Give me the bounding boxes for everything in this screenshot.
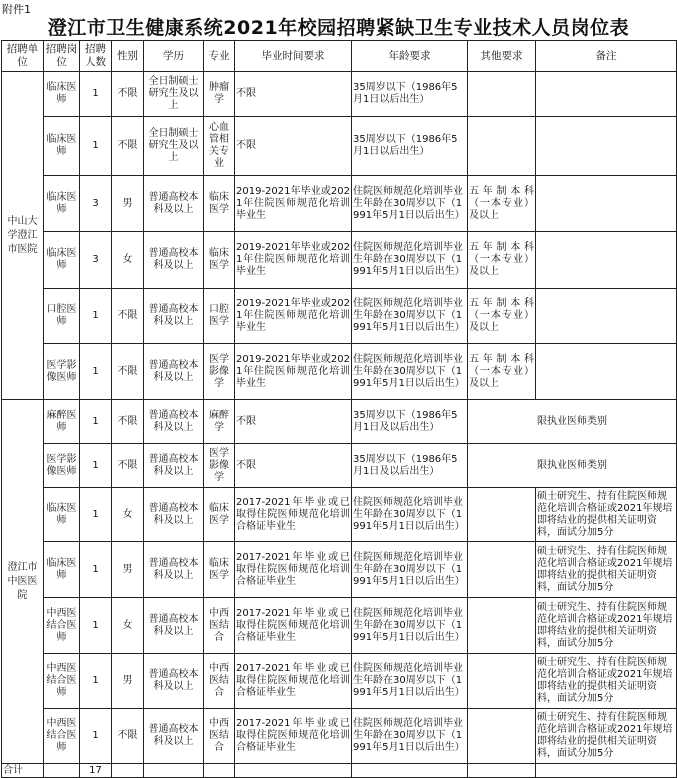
count-cell: 1 xyxy=(80,488,112,542)
unit-cell: 中山大学澄江市医院 xyxy=(2,72,44,400)
header-cell: 招聘人数 xyxy=(80,41,112,72)
note-cell: 硕士研究生、持有住院医师规范化培训合格证或2021年规培即将结业的提供相关证明资料，面试分加5分 xyxy=(536,542,677,598)
table-row xyxy=(2,598,677,654)
note-cell: 硕士研究生、持有住院医师规范化培训合格证或2021年规培即将结业的提供相关证明资料，面试分加5分 xyxy=(536,709,677,764)
post-cell: 临床医师 xyxy=(44,176,80,232)
header-row xyxy=(2,41,677,72)
age-cell: 住院医师规范化培训毕业生年龄在30周岁以下（1991年5月1日以后出生） xyxy=(352,654,468,709)
count-cell: 1 xyxy=(80,709,112,764)
unit-cell: 澄江市中医医院 xyxy=(2,400,44,764)
empty-cell xyxy=(536,764,677,778)
other-cell xyxy=(468,72,536,117)
major-cell: 心血管相关专业 xyxy=(204,117,235,176)
table-row xyxy=(2,289,677,344)
empty-cell xyxy=(112,764,144,778)
age-cell: 住院医师规范化培训毕业生年龄在30周岁以下（1991年5月1日以后出生） xyxy=(352,176,468,232)
table-row xyxy=(2,72,677,117)
note-cell xyxy=(536,289,677,344)
table-row xyxy=(2,176,677,232)
note-cell: 硕士研究生、持有住院医师规范化培训合格证或2021年规培即将结业的提供相关证明资料，面试分加5分 xyxy=(536,598,677,654)
edu-cell: 全日制硕士研究生及以上 xyxy=(144,72,204,117)
post-cell: 临床医师 xyxy=(44,117,80,176)
gender-cell: 男 xyxy=(112,176,144,232)
other-cell xyxy=(468,542,536,598)
other-cell xyxy=(468,488,536,542)
major-cell: 口腔医学 xyxy=(204,289,235,344)
grad-cell: 不限 xyxy=(235,400,352,444)
note-cell xyxy=(536,117,677,176)
gender-cell: 不限 xyxy=(112,344,144,400)
header-cell: 招聘单位 xyxy=(2,41,44,72)
header-cell: 招聘岗位 xyxy=(44,41,80,72)
age-cell: 住院医师规范化培训毕业生年龄在30周岁以下（1991年5月1日以后出生） xyxy=(352,232,468,289)
major-cell: 中西医结合 xyxy=(204,598,235,654)
gender-cell: 不限 xyxy=(112,709,144,764)
header-cell: 其他要求 xyxy=(468,41,536,72)
header-cell: 性别 xyxy=(112,41,144,72)
empty-cell xyxy=(44,764,80,778)
edu-cell: 普通高校本科及以上 xyxy=(144,542,204,598)
major-cell: 医学影像学 xyxy=(204,344,235,400)
header-cell: 学历 xyxy=(144,41,204,72)
count-cell: 1 xyxy=(80,444,112,488)
grad-cell: 不限 xyxy=(235,117,352,176)
empty-cell xyxy=(204,764,235,778)
edu-cell: 普通高校本科及以上 xyxy=(144,598,204,654)
edu-cell: 普通高校本科及以上 xyxy=(144,444,204,488)
empty-cell xyxy=(235,764,352,778)
gender-cell: 女 xyxy=(112,232,144,289)
gender-cell: 不限 xyxy=(112,289,144,344)
note-cell: 限执业医师类别 xyxy=(468,444,677,488)
note-cell xyxy=(536,72,677,117)
edu-cell: 普通高校本科及以上 xyxy=(144,344,204,400)
age-cell: 住院医师规范化培训毕业生年龄在30周岁以下（1991年5月1日以后出生） xyxy=(352,542,468,598)
other-cell xyxy=(468,117,536,176)
other-cell: 五年制本科（一本专业）及以上 xyxy=(468,344,536,400)
grad-cell: 2017-2021年毕业或已取得住院医师规范化培训合格证毕业生 xyxy=(235,542,352,598)
edu-cell: 普通高校本科及以上 xyxy=(144,232,204,289)
age-cell: 住院医师规范化培训毕业生年龄在30周岁以下（1991年5月1日以后出生） xyxy=(352,598,468,654)
edu-cell: 普通高校本科及以上 xyxy=(144,176,204,232)
grad-cell: 2019-2021年毕业或2021年住院医师规范化培训毕业生 xyxy=(235,232,352,289)
grad-cell: 2019-2021年毕业或2021年住院医师规范化培训毕业生 xyxy=(235,176,352,232)
grad-cell: 2019-2021年毕业或2021年住院医师规范化培训毕业生 xyxy=(235,289,352,344)
count-cell: 1 xyxy=(80,289,112,344)
other-cell xyxy=(468,654,536,709)
age-cell: 住院医师规范化培训毕业生年龄在30周岁以下（1991年5月1日以后出生） xyxy=(352,289,468,344)
other-cell xyxy=(468,709,536,764)
note-cell xyxy=(536,344,677,400)
empty-cell xyxy=(352,764,468,778)
grad-cell: 2017-2021年毕业或已取得住院医师规范化培训合格证毕业生 xyxy=(235,654,352,709)
other-cell: 五年制本科（一本专业）及以上 xyxy=(468,176,536,232)
header-cell: 年龄要求 xyxy=(352,41,468,72)
count-cell: 1 xyxy=(80,344,112,400)
gender-cell: 女 xyxy=(112,488,144,542)
total-value: 17 xyxy=(80,764,112,778)
note-cell xyxy=(536,232,677,289)
major-cell: 医学影像学 xyxy=(204,444,235,488)
empty-cell xyxy=(468,764,536,778)
table-row xyxy=(2,232,677,289)
grad-cell: 不限 xyxy=(235,444,352,488)
major-cell: 临床医学 xyxy=(204,542,235,598)
count-cell: 1 xyxy=(80,72,112,117)
page-title: 澄江市卫生健康系统2021年校园招聘紧缺卫生专业技术人员岗位表 xyxy=(47,17,630,39)
age-cell: 住院医师规范化培训毕业生年龄在30周岁以下（1991年5月1日以后出生） xyxy=(352,488,468,542)
count-cell: 1 xyxy=(80,598,112,654)
attachment-label: 附件1 xyxy=(2,3,31,16)
post-cell: 口腔医师 xyxy=(44,289,80,344)
major-cell: 中西医结合 xyxy=(204,654,235,709)
empty-cell xyxy=(144,764,204,778)
note-cell xyxy=(536,176,677,232)
post-cell: 医学影像医师 xyxy=(44,444,80,488)
edu-cell: 普通高校本科及以上 xyxy=(144,654,204,709)
age-cell: 住院医师规范化培训毕业生年龄在30周岁以下（1991年5月1日以后出生） xyxy=(352,709,468,764)
age-cell: 35周岁以下（1986年5月1日及以后出生） xyxy=(352,444,468,488)
table-row xyxy=(2,654,677,709)
post-cell: 临床医师 xyxy=(44,488,80,542)
age-cell: 35周岁以下（1986年5月1日以后出生） xyxy=(352,72,468,117)
gender-cell: 不限 xyxy=(112,117,144,176)
table-row xyxy=(2,709,677,764)
table-row xyxy=(2,117,677,176)
count-cell: 1 xyxy=(80,400,112,444)
gender-cell: 男 xyxy=(112,654,144,709)
post-cell: 临床医师 xyxy=(44,72,80,117)
post-cell: 临床医师 xyxy=(44,542,80,598)
header-cell: 专业 xyxy=(204,41,235,72)
grad-cell: 不限 xyxy=(235,72,352,117)
header-cell: 备注 xyxy=(536,41,677,72)
count-cell: 1 xyxy=(80,654,112,709)
age-cell: 住院医师规范化培训毕业生年龄在30周岁以下（1991年5月1日以后出生） xyxy=(352,344,468,400)
note-cell: 硕士研究生、持有住院医师规范化培训合格证或2021年规培即将结业的提供相关证明资料，面试分加5分 xyxy=(536,488,677,542)
post-cell: 中西医结合医师 xyxy=(44,598,80,654)
major-cell: 中西医结合 xyxy=(204,709,235,764)
count-cell: 3 xyxy=(80,232,112,289)
edu-cell: 全日制硕士研究生及以上 xyxy=(144,117,204,176)
major-cell: 临床医学 xyxy=(204,488,235,542)
grad-cell: 2017-2021年毕业或已取得住院医师规范化培训合格证毕业生 xyxy=(235,598,352,654)
position-table xyxy=(1,40,677,778)
major-cell: 临床医学 xyxy=(204,176,235,232)
post-cell: 中西医结合医师 xyxy=(44,709,80,764)
count-cell: 1 xyxy=(80,542,112,598)
post-cell: 麻醉医师 xyxy=(44,400,80,444)
total-row xyxy=(2,764,677,778)
table-row xyxy=(2,444,677,488)
table-row xyxy=(2,488,677,542)
grad-cell: 2019-2021年毕业或2021年住院医师规范化培训毕业生 xyxy=(235,344,352,400)
post-cell: 中西医结合医师 xyxy=(44,654,80,709)
major-cell: 临床医学 xyxy=(204,232,235,289)
gender-cell: 不限 xyxy=(112,444,144,488)
age-cell: 35周岁以下（1986年5月1日及以后出生） xyxy=(352,400,468,444)
count-cell: 1 xyxy=(80,117,112,176)
post-cell: 医学影像医师 xyxy=(44,344,80,400)
gender-cell: 不限 xyxy=(112,72,144,117)
grad-cell: 2017-2021年毕业或已取得住院医师规范化培训合格证毕业生 xyxy=(235,488,352,542)
gender-cell: 女 xyxy=(112,598,144,654)
table-row xyxy=(2,542,677,598)
post-cell: 临床医师 xyxy=(44,232,80,289)
other-cell: 五年制本科（一本专业）及以上 xyxy=(468,232,536,289)
total-label: 合计 xyxy=(2,764,44,778)
note-cell: 硕士研究生、持有住院医师规范化培训合格证或2021年规培即将结业的提供相关证明资料，面试分加5分 xyxy=(536,654,677,709)
header-cell: 毕业时间要求 xyxy=(235,41,352,72)
other-cell xyxy=(468,598,536,654)
edu-cell: 普通高校本科及以上 xyxy=(144,289,204,344)
table-row xyxy=(2,400,677,444)
count-cell: 3 xyxy=(80,176,112,232)
gender-cell: 不限 xyxy=(112,400,144,444)
gender-cell: 男 xyxy=(112,542,144,598)
other-cell: 五年制本科（一本专业）及以上 xyxy=(468,289,536,344)
age-cell: 35周岁以下（1986年5月1日以后出生） xyxy=(352,117,468,176)
grad-cell: 2017-2021年毕业或已取得住院医师规范化培训合格证毕业生 xyxy=(235,709,352,764)
edu-cell: 普通高校本科及以上 xyxy=(144,709,204,764)
major-cell: 麻醉学 xyxy=(204,400,235,444)
edu-cell: 普通高校本科及以上 xyxy=(144,400,204,444)
edu-cell: 普通高校本科及以上 xyxy=(144,488,204,542)
table-row xyxy=(2,344,677,400)
major-cell: 肿瘤学 xyxy=(204,72,235,117)
note-cell: 限执业医师类别 xyxy=(468,400,677,444)
